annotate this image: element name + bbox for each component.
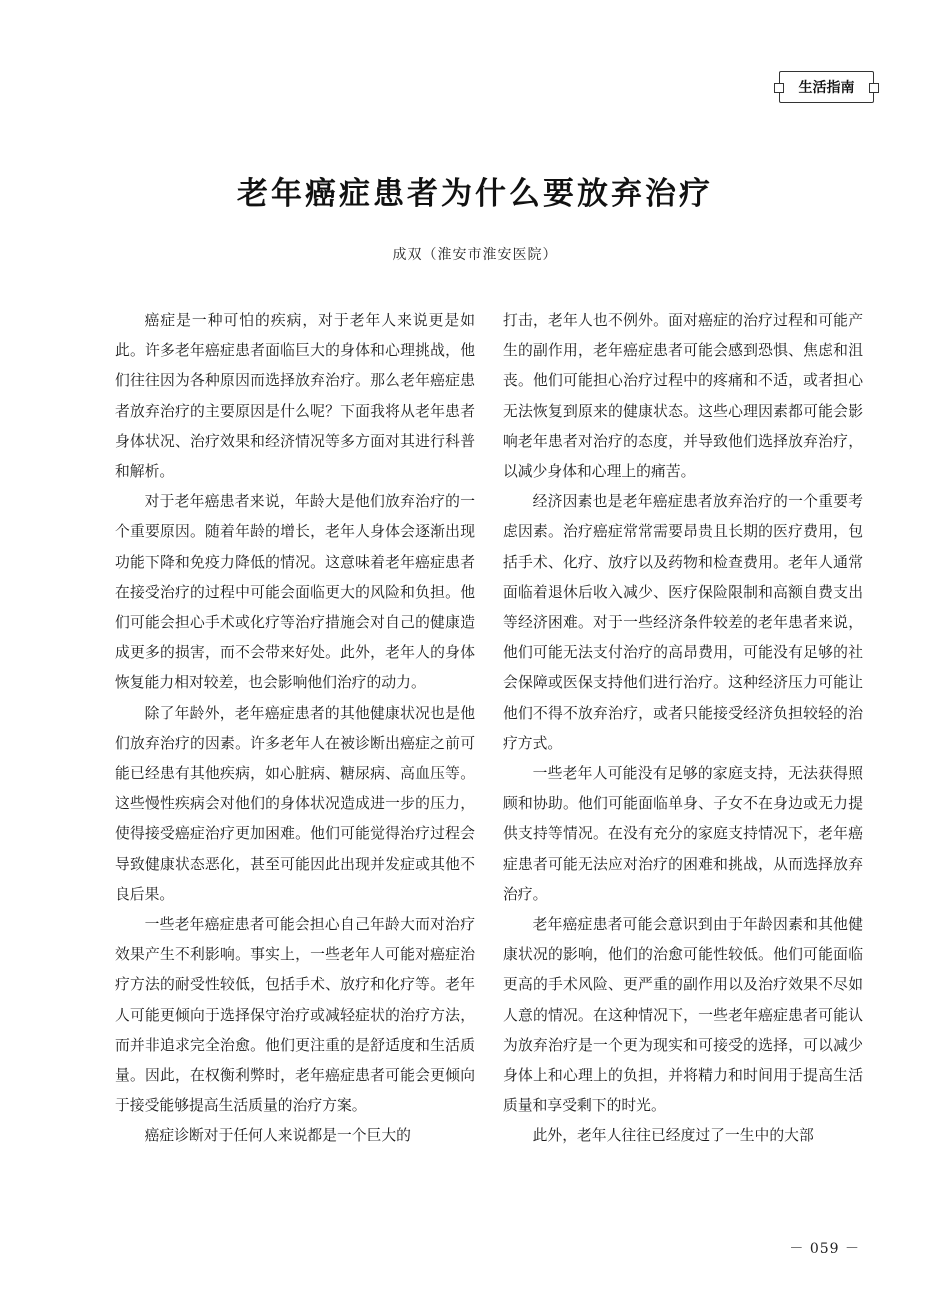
article-byline: 成双（淮安市淮安医院）: [392, 247, 558, 263]
paragraph: 癌症诊断对于任何人来说都是一个巨大的: [144, 1127, 411, 1145]
paragraph: 老年癌症患者可能会意识到由于年龄因素和其他健康状况的影响，他们的治愈可能性较低。他们可能面临更高的手术风险、更严重的副作用以及治疗效果不尽如人意的情况。在这种情况下，一些老年癌症患者可能认为放弃治疗是一个更为现实和可接受的选择，可以减少身体上和心理上的负担，并将精力和时间用于提高生活质量和享受剩下的时光。: [503, 916, 863, 1115]
paragraph: 经济因素也是老年癌症患者放弃治疗的一个重要考虑因素。治疗癌症常常需要昂贵且长期的医疗费用，包括手术、化疗、放疗以及药物和检查费用。老年人通常面临着退休后收入减少、医疗保险限制和高额自费支出等经济困难。对于一些经济条件较差的老年患者来说，他们可能无法支付治疗的高昂费用，可能没有足够的社会保障或医保支持他们进行治疗。这种经济压力可能让他们不得不放弃治疗，或者只能接受经济负担较轻的治疗方式。: [503, 493, 863, 752]
article-title: 老年癌症患者为什么要放弃治疗: [237, 176, 713, 212]
page-number: － 059 －: [789, 1241, 860, 1257]
paragraph: 对于老年癌患者来说，年龄大是他们放弃治疗的一个重要原因。随着年龄的增长，老年人身体会逐渐出现功能下降和免疫力降低的情况。这意味着老年癌症患者在接受治疗的过程中可能会面临更大的风险和负担。他们可能会担心手术或化疗等治疗措施会对自己的健康造成更多的损害，而不会带来好处。此外，老年人的身体恢复能力相对较差，也会影响他们治疗的动力。: [115, 493, 475, 692]
paragraph: 一些老年癌症患者可能会担心自己年龄大而对治疗效果产生不利影响。事实上，一些老年人可能对癌症治疗方法的耐受性较低，包括手术、放疗和化疗等。老年人可能更倾向于选择保守治疗或减轻症状的治疗方法，而并非追求完全治愈。他们更注重的是舒适度和生活质量。因此，在权衡利弊时，老年癌症患者可能会更倾向于接受能够提高生活质量的治疗方案。: [115, 916, 475, 1115]
paragraph: 除了年龄外，老年癌症患者的其他健康状况也是他们放弃治疗的因素。许多老年人在被诊断出癌症之前可能已经患有其他疾病，如心脏病、糖尿病、高血压等。这些慢性疾病会对他们的身体状况造成进一步的压力，使得接受癌症治疗更加困难。他们可能觉得治疗过程会导致健康状态恶化，甚至可能因此出现并发症或其他不良后果。: [115, 704, 475, 903]
paragraph-continuation: 打击，老年人也不例外。面对癌症的治疗过程和可能产生的副作用，老年癌症患者可能会感到恐惧、焦虑和沮丧。他们可能担心治疗过程中的疼痛和不适，或者担心无法恢复到原来的健康状态。这些心理因素都可能会影响老年患者对治疗的态度，并导致他们选择放弃治疗，以减少身体和心理上的痛苦。: [503, 312, 863, 481]
paragraph: 癌症是一种可怕的疾病，对于老年人来说更是如此。许多老年癌症患者面临巨大的身体和心理挑战，他们往往因为各种原因而选择放弃治疗。那么老年癌症患者放弃治疗的主要原因是什么呢？下面我将从老年患者身体状况、治疗效果和经济情况等多方面对其进行科普和解析。: [115, 312, 475, 481]
paragraph: 此外，老年人往往已经度过了一生中的大部: [532, 1127, 814, 1145]
section-tag: 生活指南: [779, 71, 874, 103]
left-column: [115, 306, 475, 1152]
paragraph: 一些老年人可能没有足够的家庭支持，无法获得照顾和协助。他们可能面临单身、子女不在身边或无力提供支持等情况。在没有充分的家庭支持情况下，老年癌症患者可能无法应对治疗的困难和挑战，从而选择放弃治疗。: [503, 765, 863, 903]
right-column: [503, 306, 863, 1152]
